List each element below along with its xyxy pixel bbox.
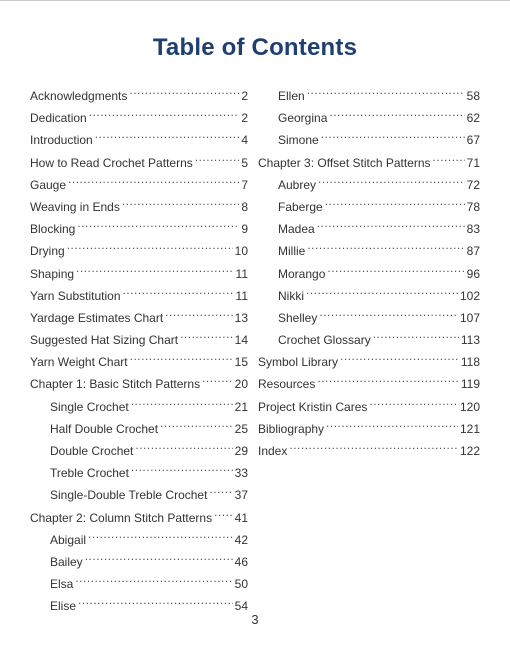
dot-leader (95, 122, 240, 144)
toc-entry-page: 5 (241, 155, 248, 170)
dot-leader (209, 477, 232, 499)
toc-entry-page: 20 (234, 377, 248, 392)
toc-entry-label: Dedication (30, 111, 87, 126)
toc-entry-label: Chapter 3: Offset Stitch Patterns (258, 155, 431, 170)
toc-entry-label: Project Kristin Cares (258, 399, 368, 414)
toc-entry-label: Elsa (50, 577, 74, 592)
toc-entry-page: 41 (234, 510, 248, 525)
toc-entry-page: 37 (234, 488, 248, 503)
toc-entry-label: Single-Double Treble Crochet (50, 488, 208, 503)
toc-entry-label: Drying (30, 244, 65, 259)
toc-entry-page: 4 (241, 133, 248, 148)
dot-leader (307, 78, 465, 100)
page-title: Table of Contents (152, 34, 358, 61)
toc-entry-label: Gauge (30, 177, 67, 192)
toc-entry-label: Crochet Glossary (278, 333, 371, 348)
toc-entry-label: Chapter 1: Basic Stitch Patterns (30, 377, 201, 392)
dot-leader (129, 78, 239, 100)
toc-entry-page: 121 (459, 421, 480, 436)
dot-leader (180, 322, 233, 344)
dot-leader (369, 389, 458, 411)
dot-leader (327, 256, 464, 278)
toc-right-column (258, 78, 480, 458)
dot-leader (433, 145, 465, 167)
toc-entry-page: 14 (234, 333, 248, 348)
toc-entry-label: Abigail (50, 532, 87, 547)
dot-leader (325, 189, 465, 211)
toc-entry-page: 50 (234, 577, 248, 592)
toc-entry-page: 25 (234, 421, 248, 436)
dot-leader (214, 500, 233, 522)
toc-entry-page: 2 (241, 89, 248, 103)
toc-entry-label: Yarn Substitution (30, 288, 121, 303)
toc-entry-page: 120 (459, 399, 480, 414)
toc-entry-page: 71 (466, 155, 480, 170)
toc-entry-page: 2 (241, 111, 248, 126)
toc-entry-page: 11 (235, 288, 248, 303)
toc-entry-label: Yardage Estimates Chart (30, 310, 164, 325)
toc-entry-label: Symbol Library (258, 355, 339, 370)
toc-entry-page: 119 (460, 377, 480, 392)
dot-leader (122, 189, 239, 211)
dot-leader (321, 122, 465, 144)
toc-entry-label: Acknowledgments (30, 89, 128, 103)
toc-entry-label: Morango (278, 266, 326, 281)
dot-leader (340, 344, 459, 366)
toc-entry-label: Bibliography (258, 421, 325, 436)
toc-entry-label: Georgina (278, 111, 328, 126)
dot-leader (78, 588, 233, 610)
dot-leader (373, 322, 459, 344)
dot-leader (307, 233, 464, 255)
toc-entry-page: 67 (466, 133, 480, 148)
dot-leader (318, 167, 465, 189)
toc-entry-page: 62 (466, 111, 480, 126)
dot-leader (88, 522, 233, 544)
toc-entry-page: 21 (234, 399, 248, 414)
toc-entry-label: Yarn Weight Chart (30, 355, 128, 370)
dot-leader (195, 145, 240, 167)
dot-leader (202, 366, 233, 388)
dot-leader (76, 256, 233, 278)
toc-entry-label: Suggested Hat Sizing Chart (30, 333, 179, 348)
toc-entry-page: 113 (460, 333, 480, 348)
toc-entry-label: Half Double Crochet (50, 421, 159, 436)
toc-entry-label: Blocking (30, 222, 76, 237)
toc-entry-label: Shelley (278, 310, 318, 325)
dot-leader (317, 366, 459, 388)
dot-leader (68, 167, 239, 189)
toc-entry-label: Elise (50, 599, 77, 614)
toc-entry-label: Chapter 2: Column Stitch Patterns (30, 510, 213, 525)
toc-entry[interactable] (258, 78, 480, 103)
toc-entry-label: Single Crochet (50, 399, 129, 414)
toc-entry-page: 122 (459, 444, 480, 458)
dot-leader (317, 211, 465, 233)
toc-entry-label: Madea (278, 222, 315, 237)
toc-entry-page: 33 (234, 466, 248, 481)
dot-leader (75, 566, 232, 588)
toc-entry-page: 83 (466, 222, 480, 237)
dot-leader (131, 455, 233, 477)
toc-entry-label: Nikki (278, 288, 304, 303)
dot-leader (326, 411, 458, 433)
dot-leader (289, 433, 458, 455)
toc-entry-page: 8 (241, 199, 248, 214)
dot-leader (131, 389, 233, 411)
toc-entry-page: 72 (466, 177, 480, 192)
toc-entry-page: 46 (234, 554, 248, 569)
toc-entry[interactable] (30, 78, 248, 103)
toc-entry-page: 78 (466, 199, 480, 214)
dot-leader (319, 300, 458, 322)
toc-left-column (30, 78, 248, 614)
toc-entry-label: Ellen (278, 89, 305, 103)
dot-leader (85, 544, 233, 566)
dot-leader (89, 100, 240, 122)
toc-entry-page: 9 (241, 222, 248, 237)
dot-leader (160, 411, 233, 433)
dot-leader (306, 278, 458, 300)
toc-entry-page: 107 (459, 310, 480, 325)
dot-leader (77, 211, 239, 233)
toc-entry-page: 87 (466, 244, 480, 259)
toc-entry-page: 7 (241, 177, 248, 192)
toc-entry-label: Shaping (30, 266, 75, 281)
dot-leader (165, 300, 232, 322)
toc-entry-page: 96 (466, 266, 480, 281)
toc-entry-page: 15 (234, 355, 248, 370)
toc-entry-label: Aubrey (278, 177, 317, 192)
dot-leader (329, 100, 464, 122)
dot-leader (130, 344, 233, 366)
toc-entry-label: Millie (278, 244, 306, 259)
toc-entry-page: 13 (234, 310, 248, 325)
toc-entry-label: Double Crochet (50, 444, 134, 458)
dot-leader (67, 233, 233, 255)
toc-entry-label: Treble Crochet (50, 466, 129, 481)
toc-entry-label: Weaving in Ends (30, 199, 120, 214)
toc-entry-label: Index (258, 444, 288, 458)
dot-leader (123, 278, 234, 300)
toc-entry-page: 118 (460, 355, 480, 370)
toc-entry-label: Simone (278, 133, 319, 148)
toc-entry-page: 54 (234, 599, 248, 614)
toc-entry-page: 102 (459, 288, 480, 303)
toc-entry-page: 11 (235, 266, 248, 281)
toc-entry-page: 58 (466, 89, 480, 103)
toc-entry-page: 42 (234, 532, 248, 547)
toc-entry-page: 10 (234, 244, 248, 259)
toc-entry-label: Resources (258, 377, 316, 392)
page-number: 3 (251, 612, 259, 627)
toc-entry-page: 29 (234, 444, 248, 458)
toc-entry-label: Introduction (30, 133, 93, 148)
dot-leader (135, 433, 232, 455)
toc-entry-label: Bailey (50, 554, 83, 569)
toc-entry[interactable] (258, 433, 480, 458)
toc-entry-label: How to Read Crochet Patterns (30, 155, 193, 170)
toc-entry-label: Faberge (278, 199, 323, 214)
